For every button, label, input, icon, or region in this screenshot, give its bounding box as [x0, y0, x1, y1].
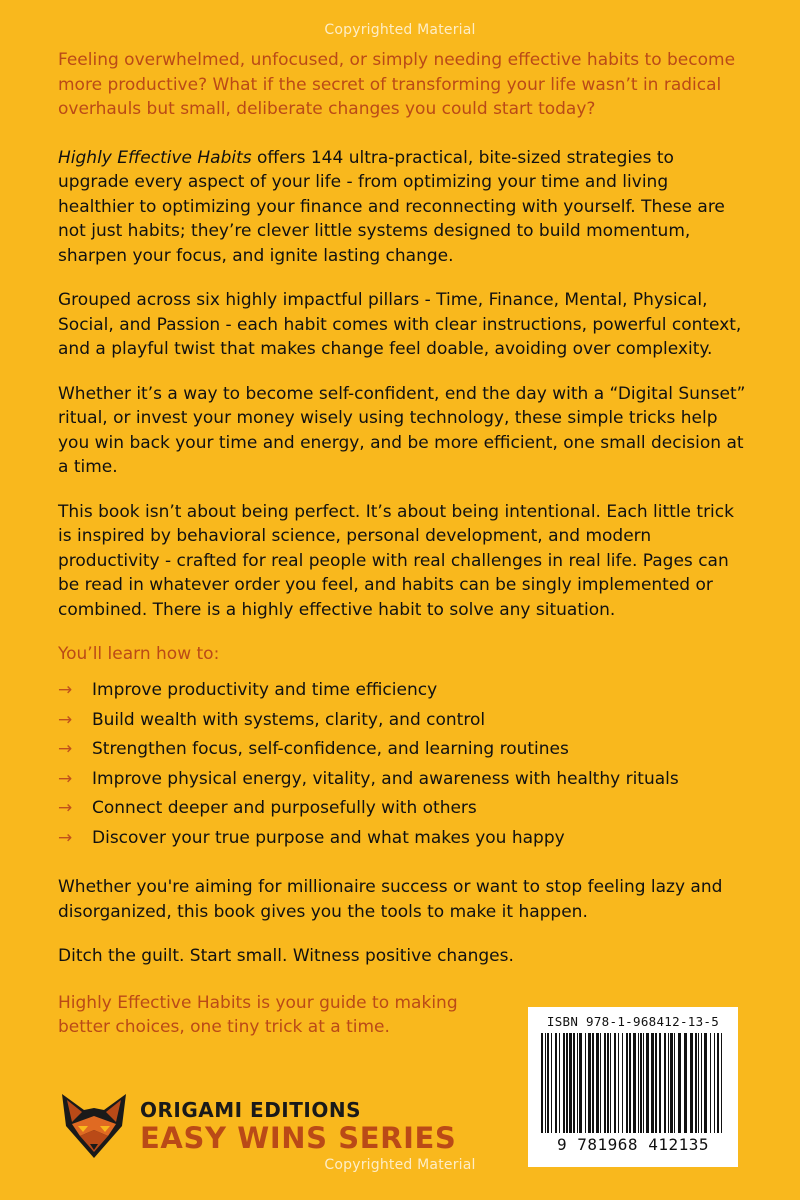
- arrow-right-icon: →: [58, 827, 73, 848]
- learn-item: [58, 794, 748, 824]
- isbn-label: ISBN 978-1-968412-13-5: [546, 1014, 720, 1029]
- arrow-right-icon: →: [58, 739, 73, 759]
- learn-item-text: Strengthen focus, self-confidence, and learning routines: [92, 739, 569, 759]
- publisher-brand: [58, 1090, 456, 1162]
- learn-list: [58, 676, 748, 853]
- learn-item: [58, 765, 748, 795]
- learn-item-text: Connect deeper and purposefully with others: [92, 798, 477, 818]
- learn-item-text: Improve productivity and time efficiency: [92, 680, 438, 700]
- isbn-barcode: [528, 1007, 738, 1167]
- learn-item-text: Build wealth with systems, clarity, and control: [92, 709, 486, 730]
- back-cover-text: [58, 48, 748, 1040]
- learn-item: [58, 676, 748, 706]
- paragraph-1: [58, 146, 748, 269]
- paragraph-2: Grouped across six highly impactful pillars - Time, Finance, Mental, Physical, Social, and Passion - each habit comes with clear instructions, powerful context, and a playful twist that makes change feel doable, avoiding over complexity.: [58, 290, 742, 359]
- tagline: Highly Effective Habits is your guide to making better choices, one tiny trick at a time.: [58, 992, 458, 1037]
- paragraph-1-text: offers 144 ultra-practical, bite-sized strategies to upgrade every aspect of your life - from optimizing your time and living healthier to optimizing your finance and reconnecting with yourself. These are not just habits; they’re clever little systems designed to build momentum, sharpen your focus, and ignite lasting change.: [58, 147, 725, 266]
- slogan-line: Ditch the guilt. Start small. Witness positive changes.: [58, 946, 514, 966]
- arrow-right-icon: →: [58, 709, 73, 730]
- arrow-right-icon: →: [58, 798, 73, 818]
- watermark-bottom: Copyrighted Material: [324, 1157, 476, 1173]
- watermark-top: Copyrighted Material: [324, 22, 476, 38]
- closing-paragraph: Whether you're aiming for millionaire success or want to stop feeling lazy and disorganized, this book gives you the tools to make it happen.: [58, 877, 723, 922]
- paragraph-3: Whether it’s a way to become self-confident, end the day with a “Digital Sunset” ritual, or invest your money wisely using technology, these simple tricks help you win back your time and energy, and be more efficient, one small decision at a time.: [58, 383, 746, 477]
- fox-head-icon: [58, 1090, 130, 1162]
- publisher-name: ORIGAMI EDITIONS: [140, 1098, 361, 1122]
- arrow-right-icon: →: [58, 680, 73, 700]
- barcode-bars: [539, 1033, 727, 1133]
- series-name: EASY WINS SERIES: [140, 1121, 457, 1155]
- paragraph-4: This book isn’t about being perfect. It’s about being intentional. Each little trick is inspired by behavioral science, personal development, and modern productivity - crafted for real people with real challenges in real life. Pages can be read in whatever order you feel, and habits can be singly implemented or combined. There is a highly effective habit to solve any situation.: [58, 501, 734, 620]
- book-title-inline: Highly Effective Habits: [58, 147, 252, 168]
- arrow-right-icon: →: [58, 768, 73, 789]
- intro-paragraph: Feeling overwhelmed, unfocused, or simply needing effective habits to become more productive? What if the secret of transforming your life wasn’t in radical overhauls but small, deliberate changes you could start today?: [58, 50, 736, 119]
- learn-item-text: Discover your true purpose and what makes you happy: [92, 827, 565, 848]
- barcode-number: 9 781968 412135: [557, 1135, 709, 1154]
- learn-item: [58, 824, 748, 854]
- learn-item: [58, 735, 748, 765]
- learn-item: [58, 706, 748, 736]
- learn-item-text: Improve physical energy, vitality, and awareness with healthy rituals: [92, 768, 679, 789]
- learn-heading: You’ll learn how to:: [58, 644, 220, 664]
